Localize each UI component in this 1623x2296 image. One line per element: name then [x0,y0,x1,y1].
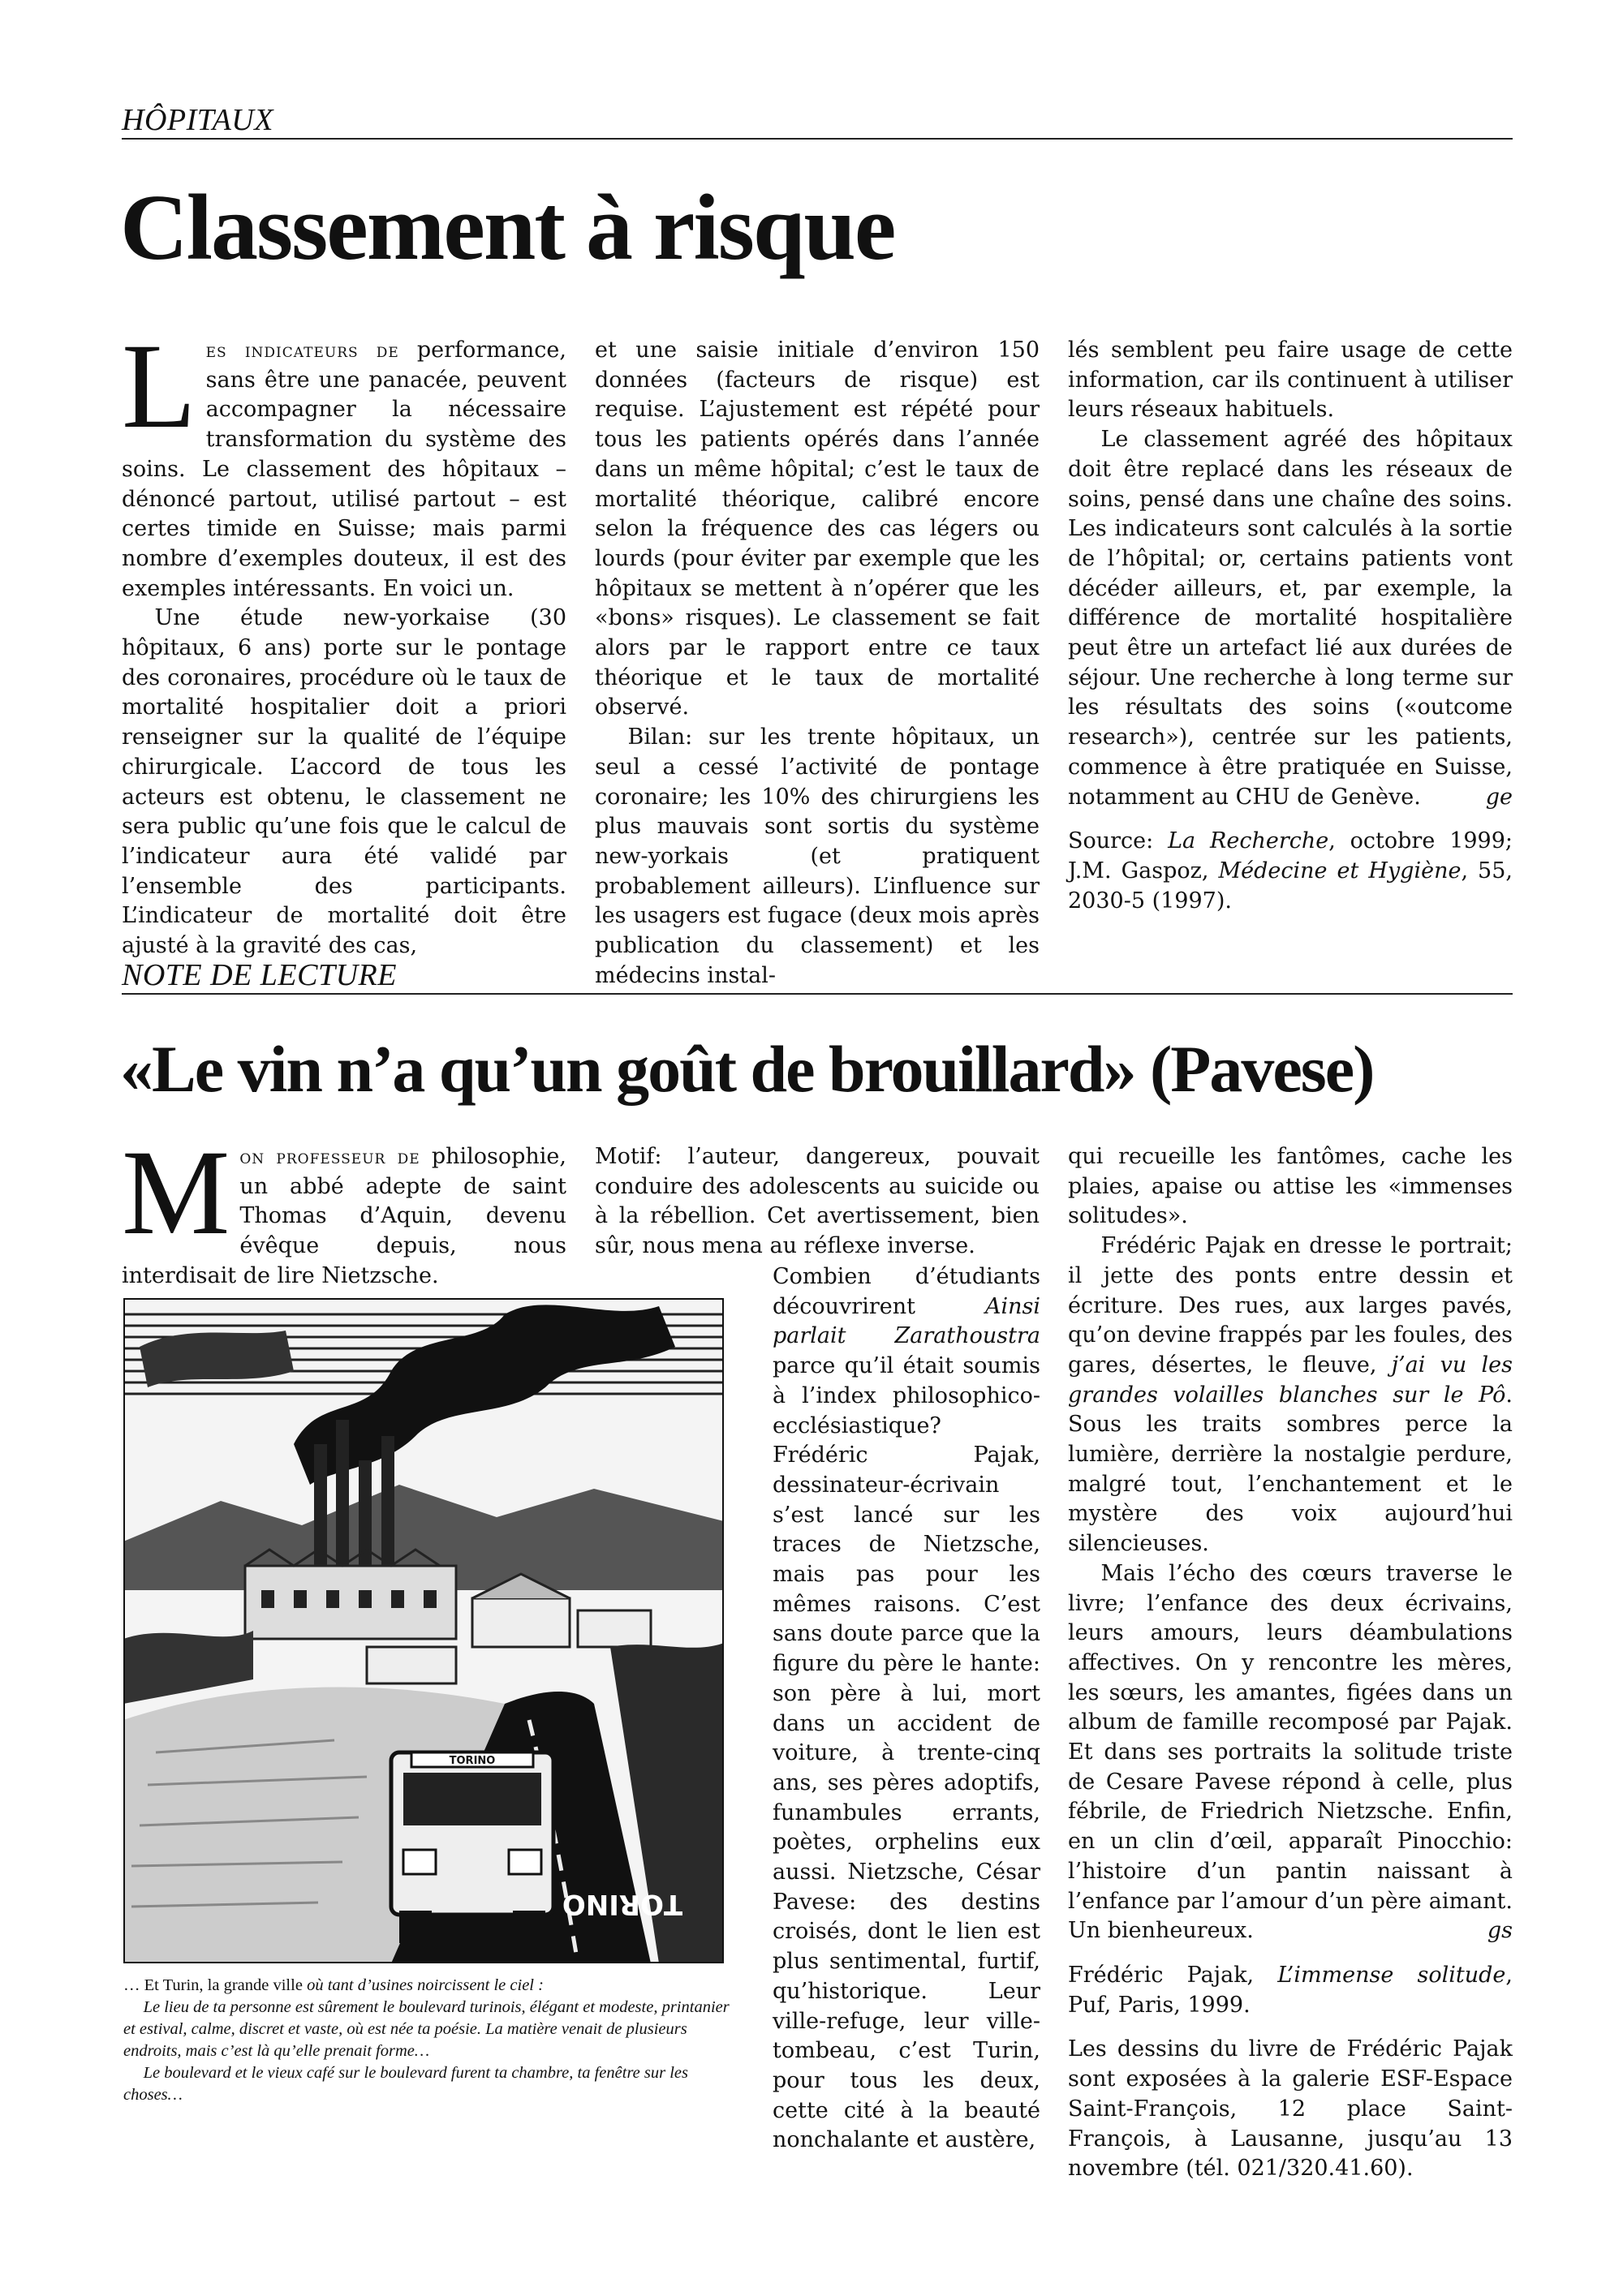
quote: j’ai vu les grandes volailles blanches sur le Pô [1068,1352,1513,1408]
rubric-rule [122,138,1513,140]
bus-plate-text: TORINO [562,1888,683,1920]
paragraph: Bilan: sur les trente hôpitaux, un seul a cessé l’activité de pontage coronaire; les 10% des chirurgiens les plus mauvais sont sortis du système new-yorkais (et pratiquent probablement ailleurs). L’influence sur les usagers est fugace (deux mois après publication du classement) et les médecins instal- [595,724,1040,988]
article2-column-3 [1068,1142,1513,2184]
dropcap: M [122,1125,230,1260]
source-text: , octobre 1999; J.M. Gaspoz, [1068,828,1513,884]
article2-column-2-narrow [773,1262,1040,2156]
article1-column-2 [595,336,1040,991]
signature: ge [1485,784,1513,810]
book-publisher: , Puf, Paris, 1999. [1068,1962,1513,2018]
paragraph: performance, sans être une panacée, peuvent accompagner la nécessaire transformation du système des soins. Le classement des hôpitaux – dénoncé partout, utilisé partout – est certes timide en Suisse; mais parmi nombre d’exemples douteux, il est des exemples intéressants. En voici un. [122,338,566,601]
caption-text: Le lieu de ta personne est sûrement le boulevard turinois, élégant et modeste, printanier et estival, calme, discret et vaste, où est née ta poésie. La matière venait de plusieurs endroits, mais c’est là qu’elle prenait forme… [123,1998,730,2060]
rubric-hopitaux: HÔPITAUX [122,103,273,137]
dropcap: L [122,319,196,454]
paragraph: lés semblent peu faire usage de cette information, car ils continuent à utiliser leurs réseaux habituels. [1068,338,1513,423]
book-author: Frédéric Pajak, [1068,1962,1278,1988]
source-note [1068,827,1513,916]
bus-sign: TORINO [449,1755,496,1767]
book-title: L’immense solitude [1277,1962,1506,1988]
signature: gs [1487,1918,1513,1944]
paragraph: Mais l’écho des cœurs traverse le livre; l’enfance des deux écrivains, leurs amours, leurs déambulations affectives. On y rencontre les mères, les sœurs, les amantes, figées dans un album de famille recomposé par Pajak. Et dans ses portraits la solitude triste de Cesare Pavese répond à celle, plus fébrile, de Friedrich Nietzsche. Enfin, en un clin d’œil, apparaît Pinocchio: l’histoire d’un pantin naissant à l’enfance par l’amour d’un père aimant. Un bienheureux. [1068,1560,1513,1944]
paragraph: qui recueille les fantômes, cache les plaies, apaise ou attise les «immenses solitudes». [1068,1144,1513,1229]
source-text: , 55, 2030-5 (1997). [1068,858,1513,914]
smallcaps-lead: es indicateurs de [205,339,399,362]
rubric-note-de-lecture: NOTE DE LECTURE [122,958,397,992]
house [367,1647,456,1683]
caption-text: Le boulevard et le vieux café sur le boulevard furent ta chambre, ta fenêtre sur les choses… [123,2064,688,2104]
paragraph: Combien d’étudiants découvrirent [773,1264,1040,1319]
article1-column-1 [122,319,566,961]
source-label: Source: [1068,828,1169,854]
paragraph: . Sous les traits sombres perce la lumière, derrière la nostalgie perdure, malgré tout, l’enchantement et le mystère des voix aujourd’hui silencieuses. [1068,1382,1513,1557]
headline-article2: «Le vin n’a qu’un goût de brouillard» (Pavese) [120,1032,1374,1106]
headline-article1: Classement à risque [120,176,895,280]
article2-column-2-top [595,1142,1040,1262]
rubric-rule [122,993,1513,995]
book-reference [1068,1961,1513,2020]
paragraph: philosophie, un abbé adepte de saint Thomas d’Aquin, devenu évêque depuis, nous interdisait de lire Nietzsche. [122,1144,566,1288]
house [472,1598,570,1647]
source-publication: La Recherche [1168,828,1329,854]
article1-column-3 [1068,336,1513,916]
illustration-turin [123,1298,724,1963]
house [578,1610,651,1647]
paragraph: parce qu’il était soumis à l’index philosophico-ecclésiastique? Frédéric Pajak, dessinateur-écrivain s’est lancé sur les traces de Nietzsche, mais pas pour les mêmes raisons. C’est sans doute parce que la figure du père le hante: son père à lui, mort dans un accident de voiture, à trente-cinq ans, ses pères adoptifs, funambules errants, poètes, orphelins eux aussi. Nietzsche, César Pavese: des destins croisés, dont le lien est plus sentimental, furtif, qu’historique. Leur ville-refuge, leur ville-tombeau, c’est Turin, pour tous les deux, cette cité à la beauté nonchalante et austère, [773,1353,1040,2153]
bus [391,1752,553,1943]
paragraph: Une étude new-yorkaise (30 hôpitaux, 6 ans) porte sur le pontage des coronaires, procédure où le taux de mortalité hospitalier doit a priori renseigner sur la qualité de l’équipe chirurgicale. L’accord de tous les acteurs est obtenu, le classement ne sera public qu’une fois que le calcul de l’indicateur aura été validé par l’ensemble des participants. L’indicateur de mortalité doit être ajusté à la gravité des cas, [122,605,566,959]
caption-text: … Et Turin, la grande ville [123,1976,308,1994]
illustration-caption [123,1975,732,2106]
smallcaps-lead: on professeur de [239,1146,420,1168]
article2-column-1 [122,1125,566,1292]
paragraph: et une saisie initiale d’environ 150 données (facteurs de risque) est requise. L’ajustement est répété pour tous les patients opérés dans l’année dans un même hôpital; c’est le taux de mortalité théorique, calibré encore selon la fréquence des cas légers ou lourds (pour éviter par exemple que les hôpitaux se mettent à n’opérer que les «bons» risques). Le classement se fait alors par le rapport entre ce taux théorique et le taux de mortalité observé. [595,338,1040,720]
source-publication: Médecine et Hygiène [1218,858,1462,884]
paragraph: Motif: l’auteur, dangereux, pouvait conduire des adolescents au suicide ou à la rébellion. Cet avertissement, bien sûr, nous mena au réflexe inverse. [595,1144,1040,1259]
exhibition-note: Les dessins du livre de Frédéric Pajak sont exposées à la galerie ESF-Espace Saint-François, 12 place Saint-François, à Lausanne, jusqu’au 13 novembre (tél. 021/320.41.60). [1068,2036,1513,2182]
paragraph: Le classement agréé des hôpitaux doit être replacé dans les réseaux de soins, pensé dans une chaîne des soins. Les indicateurs sont calculés à la sortie de l’hôpital; or, certains patients vont décéder ailleurs, et, par exemple, la différence de mortalité hospitalière peut être un artefact lié aux durées de séjour. Une recherche à long terme sur les résultats des soins («outcome research»), centrée sur les patients, commence à être pratiquée en Suisse, notamment au CHU de Genève. [1068,427,1513,810]
book-title: Ainsi parlait Zarathoustra [773,1293,1040,1349]
caption-text: où tant d’usines noircissent le ciel : [307,1976,544,1994]
paragraph: Frédéric Pajak en dresse le portrait; il jette des ponts entre dessin et écriture. Des rues, aux larges pavés, qu’on devine frappés par les foules, des gares, désertes, le fleuve, [1068,1233,1513,1378]
